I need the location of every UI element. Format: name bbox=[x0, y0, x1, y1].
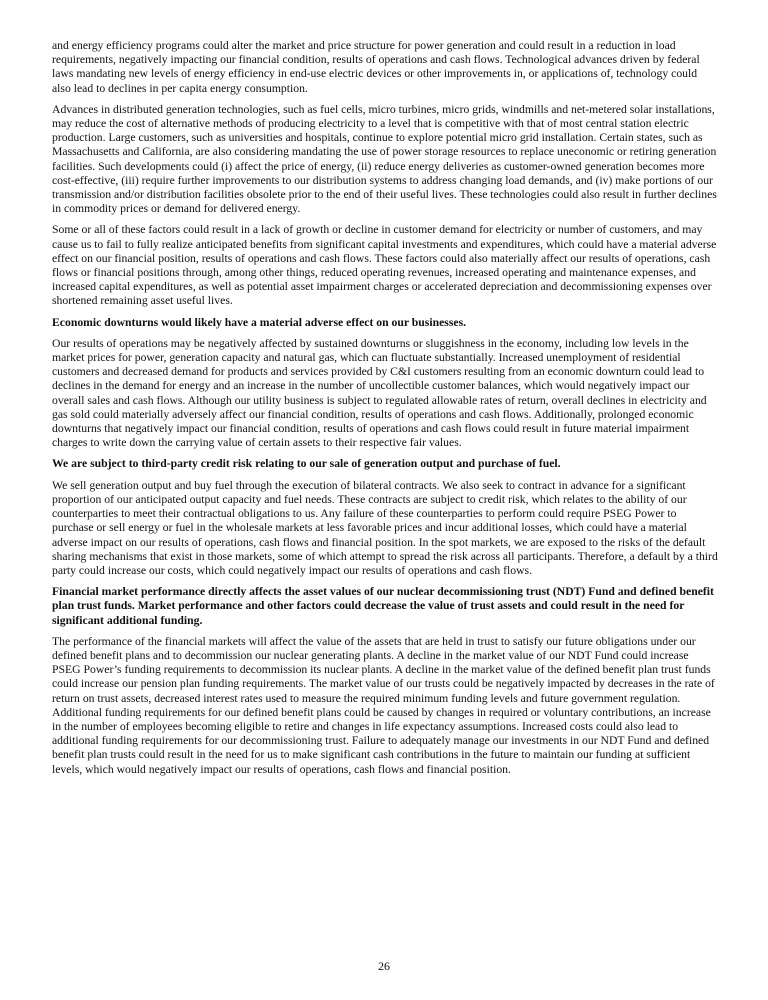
paragraph-credit-risk: We sell generation output and buy fuel through the execution of bilateral contracts. We also seek to contract in advance for a significant proportion of our anticipated output capacity and fuel needs. These contracts are subject to credit risk, which relates to the ability of our counterparties to meet their contractual obligations to us. Any failure of these counterparties to perform could require PSEG Power to purchase or sell energy or fuel in the wholesale markets at less favorable prices and incur additional losses, which could have a material adverse impact on our results of operations, cash flows and financial position. In the spot markets, we are exposed to the risks of the default sharing mechanisms that exist in those markets, some of which attempt to spread the risk across all participants. Therefore, a default by a third party could increase our costs, which could negatively impact our results of operations and cash flows. bbox=[52, 478, 718, 577]
paragraph-financial-market-performance: The performance of the financial markets will affect the value of the assets that are held in trust to satisfy our future obligations under our defined benefit plans and to decommission our nuclear generating plants. A decline in the market value of our NDT Fund could increase PSEG Power’s funding requirements to decommission its nuclear plants. A decline in the market value of the defined benefit plan trust funds could increase our pension plan funding requirements. The market value of our trusts could be negatively impacted by decreases in the rate of return on trust assets, decreased interest rates used to measure the required minimum funding levels and future government regulation. Additional funding requirements for our defined benefit plans could be caused by changes in required or voluntary contributions, an increase in the number of employees becoming eligible to retire and changes in life expectancy assumptions. Increased costs could also lead to additional funding requirements for our decommissioning trust. Failure to adequately manage our investments in our NDT Fund and defined benefit plan trusts could result in the need for us to make significant cash contributions in the future to maintain our funding at sufficient levels, which would negatively impact our results of operations, cash flows and financial position. bbox=[52, 634, 715, 776]
heading-economic-downturns: Economic downturns would likely have a material adverse effect on our businesses. bbox=[52, 315, 467, 329]
heading-credit-risk: We are subject to third-party credit risk relating to our sale of generation output and purchase of fuel. bbox=[52, 457, 561, 471]
heading-financial-market-performance: Financial market performance directly affects the asset values of our nuclear decommissioning trust (NDT) Fund and defined benefit plan trust funds. Market performance and other factors could decrease the value of trust assets and could result in the need for significant additional funding. bbox=[52, 585, 714, 627]
page-number: 26 bbox=[378, 959, 390, 973]
document-page bbox=[52, 39, 718, 784]
paragraph-energy-efficiency: and energy efficiency programs could alter the market and price structure for power generation and could result in a reduction in load requirements, negatively impacting our financial condition, results of operations and cash flows. Technological advances driven by federal laws mandating new levels of energy efficiency in end-use electric devices or other improvements in, or applications of, technology could also lead to declines in per capita energy consumption. bbox=[52, 39, 700, 95]
paragraph-demand-factors: Some or all of these factors could result in a lack of growth or decline in customer demand for electricity or number of customers, and may cause us to fail to fully realize anticipated benefits from significant capital investments and expenditures, which could have a material adverse effect on our financial position, results of operations and cash flows. These factors could also materially affect our results of operations, cash flows or financial positions through, among other things, reduced operating revenues, increased operating and maintenance expenses, and increased capital expenditures, as well as potential asset impairment charges or accelerated depreciation and decommissioning expenses over shortened remaining asset useful lives. bbox=[52, 223, 717, 308]
paragraph-distributed-generation: Advances in distributed generation technologies, such as fuel cells, micro turbines, micro grids, windmills and net-metered solar installations, may reduce the cost of alternative methods of producing electricity to a level that is competitive with that of most central station electric production. Large customers, such as universities and hospitals, continue to explore potential micro grid installation. Certain states, such as Massachusetts and California, are also considering mandating the use of power storage resources to replace uneconomic or retiring generation facilities. Such developments could (i) affect the price of energy, (ii) reduce energy deliveries as customer-owned generation becomes more cost-effective, (iii) require further improvements to our distribution systems to address changing load demands, and (iv) make portions of our transmission and/or distribution facilities obsolete prior to the end of their useful lives. These technologies could also result in further declines in commodity prices or demand for delivered energy. bbox=[52, 102, 717, 216]
paragraph-economic-downturns: Our results of operations may be negatively affected by sustained downturns or sluggishness in the economy, including low levels in the market prices for power, generation capacity and natural gas, which can fluctuate substantially. Increased unemployment of residential customers and decreased demand for products and services provided by C&I customers resulting from an economic downturn could lead to declines in the demand for energy and an increase in the number of uncollectible customer balances, which would negatively impact our overall sales and cash flows. Although our utility business is subject to regulated allowable rates of return, overall declines in electricity and gas sold could materially adversely affect our financial condition, results of operations and cash flows. Additionally, prolonged economic downturns that negatively impact our financial condition, results of operations and cash flows could result in future material impairment charges to write down the carrying value of certain assets to their respective fair values. bbox=[52, 336, 707, 450]
